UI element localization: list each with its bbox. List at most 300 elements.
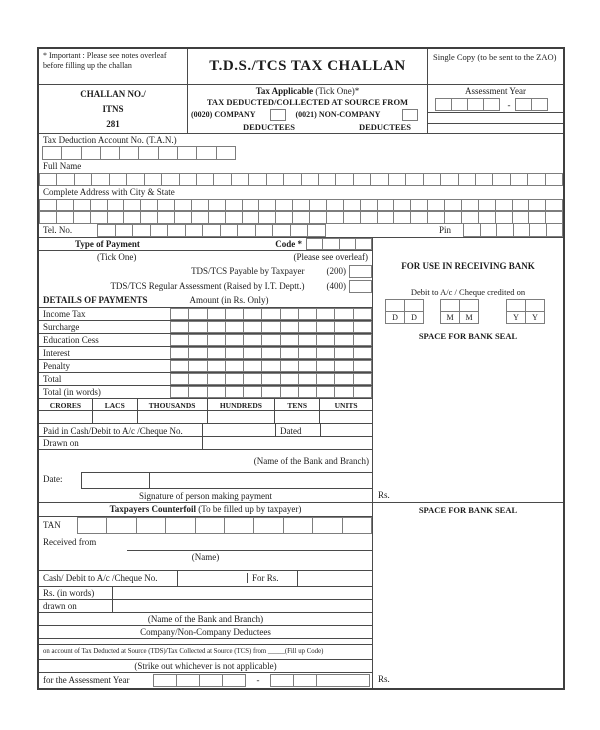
char-box[interactable] bbox=[353, 373, 372, 385]
rs-in-words-input[interactable] bbox=[112, 587, 372, 599]
char-box[interactable] bbox=[483, 98, 500, 111]
char-box[interactable] bbox=[188, 386, 207, 398]
char-box[interactable] bbox=[545, 173, 563, 186]
char-box[interactable] bbox=[170, 321, 189, 333]
char-box[interactable] bbox=[467, 98, 484, 111]
char-box[interactable] bbox=[140, 199, 158, 212]
char-box[interactable] bbox=[195, 517, 225, 534]
char-box[interactable] bbox=[528, 199, 546, 212]
company-deductees-label: DEDUCTEES bbox=[243, 121, 295, 132]
char-box[interactable] bbox=[90, 211, 108, 224]
char-box[interactable] bbox=[243, 373, 262, 385]
char-box[interactable] bbox=[90, 199, 108, 212]
char-box[interactable] bbox=[224, 517, 254, 534]
char-box[interactable] bbox=[138, 146, 158, 160]
units-header: UNITS bbox=[319, 399, 372, 411]
challan-row bbox=[39, 85, 563, 134]
char-box[interactable] bbox=[207, 386, 226, 398]
char-box[interactable] bbox=[292, 211, 310, 224]
char-box[interactable] bbox=[258, 199, 276, 212]
char-box[interactable] bbox=[243, 308, 262, 320]
char-box[interactable] bbox=[225, 211, 243, 224]
date-input[interactable] bbox=[82, 473, 150, 488]
char-box[interactable] bbox=[545, 199, 563, 212]
char-box[interactable] bbox=[107, 199, 125, 212]
char-box[interactable] bbox=[170, 334, 189, 346]
char-box[interactable] bbox=[322, 238, 339, 250]
char-box[interactable] bbox=[207, 360, 226, 372]
code-label: Code * bbox=[275, 238, 302, 249]
char-box[interactable] bbox=[39, 211, 57, 224]
received-from-row bbox=[39, 534, 372, 551]
char-box[interactable] bbox=[115, 224, 134, 237]
char-box[interactable] bbox=[318, 173, 336, 186]
char-box[interactable] bbox=[312, 517, 342, 534]
char-box[interactable] bbox=[208, 199, 226, 212]
date-extra-input[interactable] bbox=[150, 473, 372, 488]
char-box[interactable] bbox=[222, 674, 246, 687]
char-box[interactable] bbox=[255, 224, 274, 237]
char-box[interactable] bbox=[170, 308, 189, 320]
income-tax-amount-input bbox=[170, 308, 372, 320]
char-box[interactable] bbox=[496, 223, 514, 237]
rs-in-words-label: Rs. (in words) bbox=[43, 587, 95, 598]
assessment-year-block bbox=[427, 85, 563, 133]
type-of-payment-row bbox=[39, 238, 372, 251]
assessment-year-from bbox=[435, 98, 503, 111]
char-box[interactable] bbox=[61, 146, 81, 160]
counterfoil-split bbox=[39, 503, 563, 688]
char-box[interactable] bbox=[495, 199, 513, 212]
challan-number: 281 bbox=[106, 118, 120, 129]
char-box[interactable] bbox=[196, 173, 214, 186]
char-box[interactable] bbox=[423, 173, 441, 186]
char-box[interactable] bbox=[290, 224, 309, 237]
tax-applicable-block bbox=[187, 85, 427, 133]
lacs-header: LACS bbox=[92, 399, 137, 411]
char-box[interactable] bbox=[216, 146, 236, 160]
char-box[interactable] bbox=[309, 211, 327, 224]
counterfoil-cheque-input[interactable] bbox=[177, 571, 247, 586]
char-box[interactable] bbox=[42, 146, 62, 160]
char-box[interactable] bbox=[106, 517, 136, 534]
assessment-year-to bbox=[515, 98, 555, 111]
char-box[interactable] bbox=[208, 211, 226, 224]
char-box[interactable] bbox=[393, 211, 411, 224]
char-box[interactable] bbox=[377, 199, 395, 212]
assessment-year-boxes bbox=[428, 97, 563, 112]
char-box[interactable] bbox=[272, 224, 291, 237]
day-letter-2: D bbox=[404, 311, 424, 324]
char-box[interactable] bbox=[248, 173, 266, 186]
char-box[interactable] bbox=[451, 98, 468, 111]
char-box[interactable] bbox=[56, 211, 74, 224]
char-box[interactable] bbox=[298, 321, 317, 333]
char-box[interactable] bbox=[316, 360, 335, 372]
char-box[interactable] bbox=[334, 373, 353, 385]
char-box[interactable] bbox=[495, 211, 513, 224]
units-input[interactable] bbox=[319, 411, 372, 423]
char-box[interactable] bbox=[463, 223, 481, 237]
char-box[interactable] bbox=[176, 674, 200, 687]
char-box[interactable] bbox=[275, 199, 293, 212]
char-box[interactable] bbox=[531, 98, 548, 111]
char-box[interactable] bbox=[188, 321, 207, 333]
char-box[interactable] bbox=[326, 211, 344, 224]
char-box[interactable] bbox=[270, 674, 294, 687]
char-box[interactable] bbox=[306, 238, 323, 250]
char-box[interactable] bbox=[188, 347, 207, 359]
char-box[interactable] bbox=[478, 211, 496, 224]
char-box[interactable] bbox=[191, 211, 209, 224]
char-box[interactable] bbox=[261, 321, 280, 333]
char-box[interactable] bbox=[298, 386, 317, 398]
char-box[interactable] bbox=[298, 334, 317, 346]
paid-in-cash-label: Paid in Cash/Debit to A/c /Cheque No. bbox=[43, 426, 183, 437]
char-box[interactable] bbox=[353, 334, 372, 346]
char-box[interactable] bbox=[334, 321, 353, 333]
char-box[interactable] bbox=[73, 211, 91, 224]
char-box[interactable] bbox=[492, 173, 510, 186]
char-box[interactable] bbox=[261, 386, 280, 398]
char-box[interactable] bbox=[316, 347, 335, 359]
bank-column-spacer-2 bbox=[373, 273, 563, 286]
char-box[interactable] bbox=[283, 173, 301, 186]
char-box[interactable] bbox=[316, 373, 335, 385]
char-box[interactable] bbox=[188, 360, 207, 372]
char-box[interactable] bbox=[158, 146, 178, 160]
char-box[interactable] bbox=[546, 223, 564, 237]
tel-label: Tel. No. bbox=[43, 224, 73, 235]
char-box[interactable] bbox=[188, 308, 207, 320]
payment-row-surcharge bbox=[39, 320, 372, 333]
char-box[interactable] bbox=[258, 211, 276, 224]
payment-row-penalty bbox=[39, 359, 372, 372]
char-box[interactable] bbox=[100, 146, 120, 160]
char-box[interactable] bbox=[301, 173, 319, 186]
char-box[interactable] bbox=[353, 308, 372, 320]
char-box[interactable] bbox=[343, 199, 361, 212]
char-box[interactable] bbox=[353, 321, 372, 333]
char-box[interactable] bbox=[123, 211, 141, 224]
char-box[interactable] bbox=[77, 517, 107, 534]
char-box[interactable] bbox=[529, 223, 547, 237]
income-tax-label: Income Tax bbox=[43, 308, 86, 319]
char-box[interactable] bbox=[342, 517, 372, 534]
char-box[interactable] bbox=[334, 308, 353, 320]
bank-column-spacer bbox=[373, 238, 563, 260]
char-box[interactable] bbox=[512, 211, 530, 224]
assessment-year-empty-1[interactable] bbox=[428, 112, 563, 123]
year-letter-1: Y bbox=[506, 311, 526, 324]
tan-label: Tax Deduction Account No. (T.A.N.) bbox=[43, 134, 177, 145]
char-box[interactable] bbox=[170, 386, 189, 398]
counterfoil-title-bold: Taxpayers Counterfoil bbox=[109, 503, 197, 514]
regular-assessment-label: TDS/TCS Regular Assessment (Raised by I.T. Deptt.) bbox=[110, 281, 305, 292]
char-box[interactable] bbox=[107, 211, 125, 224]
char-box[interactable] bbox=[56, 173, 74, 186]
char-box[interactable] bbox=[309, 199, 327, 212]
char-box[interactable] bbox=[461, 211, 479, 224]
char-box[interactable] bbox=[377, 211, 395, 224]
tens-input[interactable] bbox=[274, 411, 319, 423]
dated-input[interactable] bbox=[320, 424, 372, 436]
payable-label: TDS/TCS Payable by Taxpayer bbox=[191, 266, 305, 277]
char-box[interactable] bbox=[280, 373, 299, 385]
hundreds-header: HUNDREDS bbox=[207, 399, 275, 411]
char-box[interactable] bbox=[185, 224, 204, 237]
char-box[interactable] bbox=[513, 223, 531, 237]
char-box[interactable] bbox=[243, 360, 262, 372]
counterfoil-drawn-on-input[interactable] bbox=[112, 600, 372, 612]
char-box[interactable] bbox=[316, 334, 335, 346]
char-box[interactable] bbox=[393, 199, 411, 212]
counterfoil-ay-extra[interactable] bbox=[316, 674, 370, 687]
for-rs-label: For Rs. bbox=[247, 573, 297, 583]
tax-applicable-heading bbox=[191, 86, 424, 96]
char-box[interactable] bbox=[353, 360, 372, 372]
char-box[interactable] bbox=[191, 199, 209, 212]
char-box[interactable] bbox=[261, 360, 280, 372]
char-box[interactable] bbox=[74, 173, 92, 186]
address-input-line1 bbox=[39, 199, 563, 212]
char-box[interactable] bbox=[119, 146, 139, 160]
char-box[interactable] bbox=[435, 98, 452, 111]
char-box[interactable] bbox=[231, 173, 249, 186]
char-box[interactable] bbox=[334, 360, 353, 372]
char-box[interactable] bbox=[261, 308, 280, 320]
char-box[interactable] bbox=[170, 373, 189, 385]
char-box[interactable] bbox=[243, 347, 262, 359]
char-box[interactable] bbox=[91, 173, 109, 186]
char-box[interactable] bbox=[370, 173, 388, 186]
char-box[interactable] bbox=[334, 347, 353, 359]
char-box[interactable] bbox=[196, 146, 216, 160]
char-box[interactable] bbox=[153, 674, 177, 687]
regular-assessment-row bbox=[39, 279, 372, 294]
char-box[interactable] bbox=[458, 173, 476, 186]
payment-details-column bbox=[39, 238, 373, 502]
char-box[interactable] bbox=[123, 199, 141, 212]
bank-branch-label: (Name of the Bank and Branch) bbox=[253, 456, 369, 467]
char-box[interactable] bbox=[280, 360, 299, 372]
char-box[interactable] bbox=[157, 199, 175, 212]
payable-checkbox[interactable] bbox=[349, 265, 372, 278]
char-box[interactable] bbox=[545, 211, 563, 224]
char-box[interactable] bbox=[280, 386, 299, 398]
char-box[interactable] bbox=[475, 173, 493, 186]
char-box[interactable] bbox=[174, 199, 192, 212]
char-box[interactable] bbox=[388, 173, 406, 186]
char-box[interactable] bbox=[225, 321, 244, 333]
char-box[interactable] bbox=[170, 360, 189, 372]
char-box[interactable] bbox=[280, 308, 299, 320]
char-box[interactable] bbox=[353, 173, 371, 186]
char-box[interactable] bbox=[199, 674, 223, 687]
payment-row-income-tax bbox=[39, 307, 372, 320]
strike-out-label: (Strike out whichever is not applicable) bbox=[39, 660, 372, 673]
char-box[interactable] bbox=[353, 386, 372, 398]
char-box[interactable] bbox=[510, 173, 528, 186]
char-box[interactable] bbox=[261, 373, 280, 385]
char-box[interactable] bbox=[515, 98, 532, 111]
char-box[interactable] bbox=[157, 211, 175, 224]
tick-one-row bbox=[39, 251, 372, 264]
char-box[interactable] bbox=[307, 224, 326, 237]
char-box[interactable] bbox=[353, 347, 372, 359]
char-box[interactable] bbox=[167, 224, 186, 237]
assessment-year-empty-2[interactable] bbox=[428, 123, 563, 133]
char-box[interactable] bbox=[207, 321, 226, 333]
char-box[interactable] bbox=[225, 347, 244, 359]
char-box[interactable] bbox=[292, 199, 310, 212]
char-box[interactable] bbox=[81, 146, 101, 160]
address-label: Complete Address with City & State bbox=[43, 187, 175, 198]
char-box[interactable] bbox=[202, 224, 221, 237]
surcharge-label: Surcharge bbox=[43, 321, 80, 332]
tick-one-label: (Tick One) bbox=[97, 252, 137, 263]
char-box[interactable] bbox=[140, 211, 158, 224]
char-box[interactable] bbox=[207, 347, 226, 359]
char-box[interactable] bbox=[280, 321, 299, 333]
char-box[interactable] bbox=[360, 211, 378, 224]
char-box[interactable] bbox=[188, 334, 207, 346]
char-box[interactable] bbox=[478, 199, 496, 212]
char-box[interactable] bbox=[242, 211, 260, 224]
char-box[interactable] bbox=[225, 386, 244, 398]
char-box[interactable] bbox=[316, 308, 335, 320]
non-company-checkbox[interactable] bbox=[402, 109, 418, 121]
char-box[interactable] bbox=[56, 199, 74, 212]
char-box[interactable] bbox=[298, 360, 317, 372]
tens-header: TENS bbox=[274, 399, 319, 411]
char-box[interactable] bbox=[220, 224, 239, 237]
char-box[interactable] bbox=[280, 347, 299, 359]
char-box[interactable] bbox=[275, 211, 293, 224]
char-box[interactable] bbox=[213, 173, 231, 186]
cheque-no-input[interactable] bbox=[202, 424, 275, 436]
char-box[interactable] bbox=[243, 386, 262, 398]
char-box[interactable] bbox=[343, 211, 361, 224]
type-of-payment-label: Type of Payment bbox=[75, 238, 140, 249]
char-box[interactable] bbox=[527, 173, 545, 186]
char-box[interactable] bbox=[360, 199, 378, 212]
surcharge-amount-input bbox=[170, 321, 372, 333]
payment-row-interest bbox=[39, 346, 372, 359]
char-box[interactable] bbox=[225, 360, 244, 372]
regular-assessment-code: (400) bbox=[326, 281, 346, 292]
char-box[interactable] bbox=[243, 321, 262, 333]
char-box[interactable] bbox=[161, 173, 179, 186]
char-box[interactable] bbox=[512, 199, 530, 212]
char-box[interactable] bbox=[316, 386, 335, 398]
char-box[interactable] bbox=[225, 308, 244, 320]
char-box[interactable] bbox=[165, 517, 195, 534]
char-box[interactable] bbox=[225, 199, 243, 212]
char-box[interactable] bbox=[298, 347, 317, 359]
char-box[interactable] bbox=[410, 199, 428, 212]
char-box[interactable] bbox=[207, 373, 226, 385]
for-rs-input[interactable] bbox=[297, 571, 372, 586]
tan-input bbox=[42, 146, 236, 160]
char-box[interactable] bbox=[334, 334, 353, 346]
char-box[interactable] bbox=[126, 173, 144, 186]
char-box[interactable] bbox=[150, 224, 169, 237]
char-box[interactable] bbox=[335, 173, 353, 186]
month-letter-1: M bbox=[440, 311, 460, 324]
char-box[interactable] bbox=[293, 674, 317, 687]
char-box[interactable] bbox=[266, 173, 284, 186]
char-box[interactable] bbox=[444, 211, 462, 224]
hundreds-input[interactable] bbox=[207, 411, 275, 423]
char-box[interactable] bbox=[405, 173, 423, 186]
char-box[interactable] bbox=[253, 517, 283, 534]
char-box[interactable] bbox=[528, 211, 546, 224]
received-from-input[interactable] bbox=[127, 534, 372, 551]
char-box[interactable] bbox=[298, 308, 317, 320]
char-box[interactable] bbox=[298, 373, 317, 385]
char-box[interactable] bbox=[326, 199, 344, 212]
char-box[interactable] bbox=[243, 334, 262, 346]
char-box[interactable] bbox=[39, 173, 57, 186]
crores-header: CRORES bbox=[49, 400, 82, 410]
char-box[interactable] bbox=[136, 517, 166, 534]
char-box[interactable] bbox=[261, 347, 280, 359]
char-box[interactable] bbox=[444, 199, 462, 212]
char-box[interactable] bbox=[207, 308, 226, 320]
char-box[interactable] bbox=[144, 173, 162, 186]
char-box[interactable] bbox=[334, 386, 353, 398]
regular-assessment-checkbox[interactable] bbox=[349, 280, 372, 293]
char-box[interactable] bbox=[225, 334, 244, 346]
crores-input[interactable] bbox=[39, 411, 92, 423]
char-box[interactable] bbox=[97, 224, 116, 237]
char-box[interactable] bbox=[461, 199, 479, 212]
char-box[interactable] bbox=[207, 334, 226, 346]
form-title bbox=[187, 49, 427, 84]
char-box[interactable] bbox=[237, 224, 256, 237]
char-box[interactable] bbox=[170, 347, 189, 359]
thousands-input[interactable] bbox=[137, 411, 207, 423]
char-box[interactable] bbox=[280, 334, 299, 346]
company-checkbox[interactable] bbox=[270, 109, 286, 121]
char-box[interactable] bbox=[73, 199, 91, 212]
char-box[interactable] bbox=[132, 224, 151, 237]
char-box[interactable] bbox=[177, 146, 197, 160]
char-box[interactable] bbox=[316, 321, 335, 333]
char-box[interactable] bbox=[480, 223, 498, 237]
drawn-on-input[interactable] bbox=[202, 437, 372, 449]
char-box[interactable] bbox=[261, 334, 280, 346]
char-box[interactable] bbox=[339, 238, 356, 250]
char-box[interactable] bbox=[410, 211, 428, 224]
char-box[interactable] bbox=[179, 173, 197, 186]
char-box[interactable] bbox=[427, 199, 445, 212]
char-box[interactable] bbox=[109, 173, 127, 186]
counterfoil-tan-row bbox=[39, 517, 372, 534]
counterfoil-assessment-year-row bbox=[39, 673, 372, 688]
char-box[interactable] bbox=[427, 211, 445, 224]
char-box[interactable] bbox=[188, 373, 207, 385]
char-box[interactable] bbox=[39, 199, 57, 212]
lacs-input[interactable] bbox=[92, 411, 137, 423]
char-box[interactable] bbox=[355, 238, 372, 250]
char-box[interactable] bbox=[440, 173, 458, 186]
char-box[interactable] bbox=[225, 373, 244, 385]
char-box[interactable] bbox=[283, 517, 313, 534]
char-box[interactable] bbox=[242, 199, 260, 212]
char-box[interactable] bbox=[174, 211, 192, 224]
